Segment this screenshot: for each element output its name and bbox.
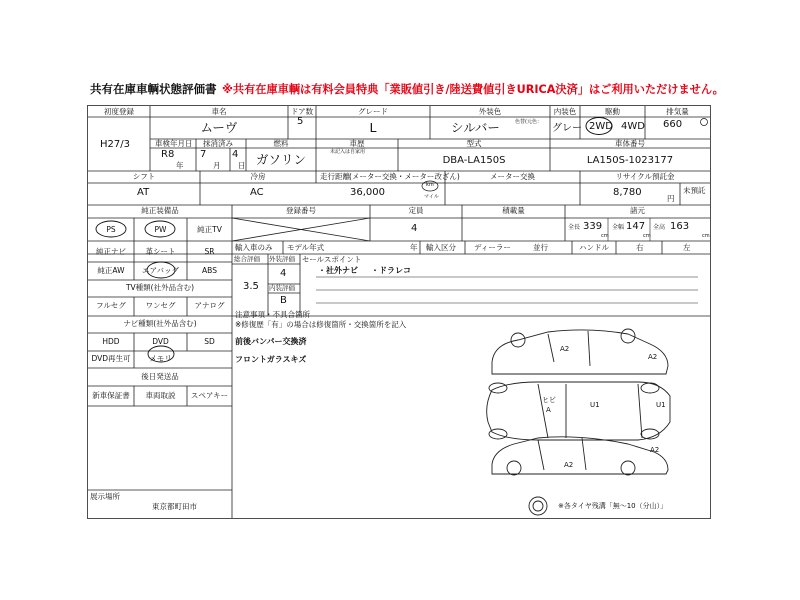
label-mileage: 走行距離 [320,172,350,181]
model-value: DBA-LA150S [442,155,506,166]
doc-warranty: 新車保証書 [92,391,130,400]
handle-left: 左 [683,243,691,252]
width-unit: cm [643,233,651,239]
sales-point-1: ・社外ナビ [318,266,358,275]
label-grade: グレード [358,107,388,116]
label-navi-type: ナビ種類(社外品含む) [123,319,197,328]
label-exterior-color: 外装色 [478,107,502,116]
total-eval-value: 3.5 [243,281,259,292]
note-2: フロントガラスキズ [235,355,307,364]
model-year-unit: 年 [410,243,418,252]
recycle-status: 未預託 [683,186,706,195]
mileage-value: 36,000 [350,187,385,198]
sheet-title: 共有在庫車輌状態評価書 [90,82,217,96]
unit-year: 年 [176,161,184,170]
tv-oneseg: ワンセグ [145,301,176,310]
mark-bottom-rear-a2: A2 [650,446,660,454]
navi-hdd: HDD [102,337,120,346]
label-tv-type: TV種類(社外品含む) [125,283,195,292]
label-meter-change: メーター交換 [490,172,535,181]
mark-rear-u1: U1 [656,401,666,409]
mark-bottom-a2: A2 [564,461,574,469]
color-change-note: 色替(元色： [515,119,542,125]
label-length: 全長 [568,224,581,231]
capacity-value: 4 [411,223,418,234]
ac-value: AC [250,187,264,198]
label-capacity: 定員 [408,206,424,215]
width-value: 147 [626,221,646,232]
cc-unit-icon [699,117,709,127]
label-interior-color: 内装色 [553,107,577,116]
mark-front-a: A [546,406,551,414]
label-erased: 抹消済み [203,139,233,148]
insp-era: R8 [161,149,175,160]
fuel-value: ガソリン [255,152,306,167]
recycle-value: 8,780 [613,187,642,198]
label-ac: 冷房 [250,172,266,181]
label-doors: ドア数 [290,107,314,116]
import-parallel: 並行 [533,243,548,252]
recycle-unit: 円 [667,194,675,203]
doc-spare-key: スペアキー [190,391,229,400]
unit-month: 月 [213,161,221,170]
label-shift: シフト [132,172,156,181]
label-handle: ハンドル [579,243,609,252]
equip-aw: 純正AW [97,266,125,275]
mark-front-crack: ヒビ [542,396,556,404]
label-notes: 注意事項・不具合箇所 [235,310,310,319]
history-note: 未記入は自家用 [330,149,366,155]
label-dimensions: 諸元 [630,206,645,215]
tv-analog: アナログ [194,301,225,310]
label-display-place: 展示場所 [90,492,120,501]
label-width: 全幅 [612,224,625,231]
label-model-year: モデル年式 [287,243,325,252]
label-interior-eval: 内装評価 [269,284,295,292]
label-import-only: 輸入車のみ [235,243,273,252]
label-later-docs: 後日発送品 [141,372,179,381]
height-unit: cm [702,233,710,239]
mark-side-top-a2: A2 [560,345,570,353]
equip-navi: 純正ナビ [96,247,126,256]
label-sales-point: セールスポイント [302,255,362,264]
tire-note: ※各タイヤ残溝「無～10（分山）」 [558,502,668,510]
exterior-eval-value: 4 [280,268,287,279]
grade-value: L [369,120,377,135]
mark-side-top-rear-a2: A2 [648,353,658,361]
label-fuel: 燃料 [273,139,289,148]
insp-month: 7 [200,149,207,160]
label-recycle: リサイクル預託金 [615,172,675,181]
label-height: 全高 [653,224,666,231]
length-value: 339 [583,221,603,232]
car-damage-diagram [478,322,700,522]
equip-leather: 革シート [145,247,176,256]
color-value: シルバー [451,120,500,135]
shift-value: AT [137,187,150,198]
navi-dvd: DVD [152,337,169,346]
label-inspection: 車検年月日 [155,139,193,148]
label-load: 積載量 [502,206,525,215]
equip-ps: PS [106,225,116,234]
insp-day: 4 [232,149,239,160]
label-car-name: 車名 [211,107,227,116]
mileage-unit-km: km [426,182,434,188]
tv-fullseg: フルセグ [96,301,126,310]
label-displacement: 排気量 [666,107,689,116]
label-total-eval: 総合評価 [234,255,260,263]
label-drive: 駆動 [605,107,620,116]
chassis-value: LA150S-1023177 [586,155,674,166]
car-name-value: ムーヴ [200,120,238,135]
navi-sd: SD [204,337,215,346]
drive-2wd: 2WD [589,121,613,132]
import-dealer: ディーラー [474,243,511,252]
unit-day: 日 [238,161,246,170]
label-registration: 登録番号 [286,206,316,215]
label-equipment: 純正装備品 [141,206,179,215]
label-model: 型式 [466,139,482,148]
mark-roof-u1: U1 [590,401,600,409]
mileage-unit-mile: マイル [424,194,439,200]
member-notice: ※共有在庫車輌は有料会員特典「業販値引き/陸送費値引きURICA決済」はご利用いただけません。 [222,83,724,96]
doc-manual: 車両取説 [145,391,176,400]
displacement-value: 660 [663,119,683,130]
navi-memory: メモリ [149,354,172,363]
label-first-reg: 初度登録 [104,107,134,116]
doors-value: 5 [297,116,304,127]
interior-value: グレー [552,123,582,134]
note-1: 前後バンパー交換済 [235,337,307,346]
equip-sr: SR [204,247,215,256]
drive-4wd: 4WD [621,121,645,132]
label-mileage-note: (メーター交換・メーター改ざん) [349,172,460,181]
label-history: 車歴 [349,139,365,148]
navi-dvd-play: DVD再生可 [91,354,131,363]
equip-tv: 純正TV [197,225,222,234]
first-reg-value: H27/3 [100,139,130,150]
label-chassis: 車体番号 [615,139,645,148]
equip-airbag: エアバッグ [142,266,179,275]
handle-right: 右 [636,243,644,252]
equip-pw: PW [154,225,167,234]
display-place-value: 東京都町田市 [152,502,197,511]
height-value: 163 [670,221,690,232]
equip-abs: ABS [202,266,217,275]
length-unit: cm [601,233,609,239]
label-exterior-eval: 外装評価 [269,255,295,263]
sales-point-2: ・ドラレコ [371,266,411,275]
interior-eval-value: B [280,295,287,306]
label-notes-sub: ※修復歴「有」の場合は修復箇所・交換箇所を記入 [235,320,407,329]
label-import-type: 輸入区分 [426,243,456,252]
